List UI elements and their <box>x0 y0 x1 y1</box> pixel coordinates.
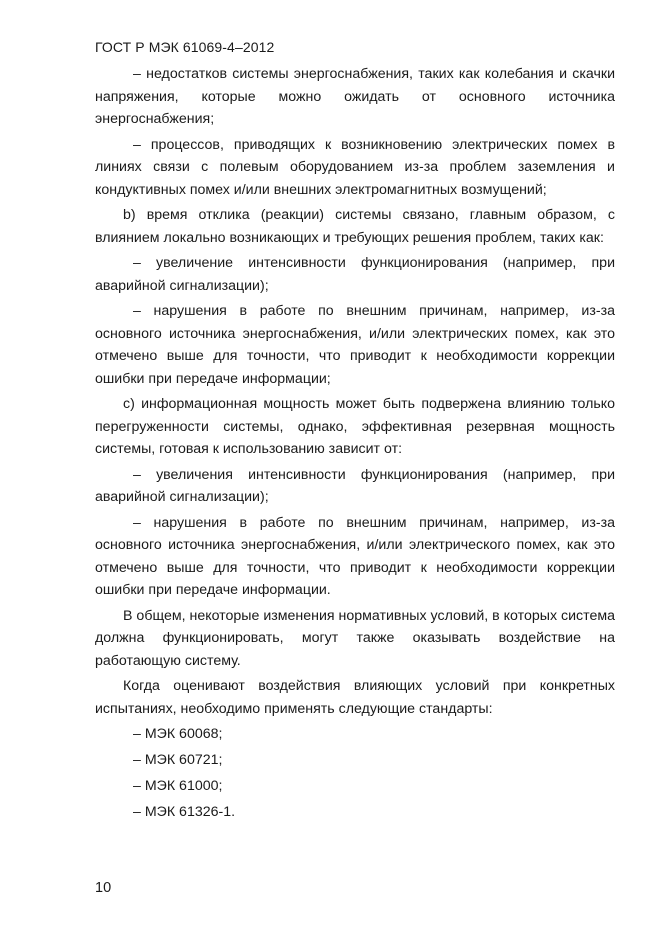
standard-item: – МЭК 61000; <box>133 778 223 794</box>
paragraph-dash-4: – нарушения в работе по внешним причинам, например, из-за основного источника энергоснабжения, и/или электрических помех, как это отмечено выше для точности, что приводит к необходимости коррекции ошибки при передаче информации; <box>95 303 615 387</box>
standards-list <box>95 723 615 824</box>
document-header: ГОСТ Р МЭК 61069-4–2012 <box>95 39 275 55</box>
paragraph-dash-5: – увеличения интенсивности функционирования (например, при аварийной сигнализации); <box>95 466 615 505</box>
paragraph-dash-2: – процессов, приводящих к возникновению электрических помех в линиях связи с полевым оборудованием из-за проблем заземления и кондуктивных помех и/или внешних электромагнитных возмущений; <box>95 136 615 198</box>
standard-item: – МЭК 60721; <box>133 752 223 768</box>
paragraph-general: В общем, некоторые изменения нормативных условий, в которых система должна функционировать, могут также оказывать воздействие на работающую систему. <box>95 607 615 669</box>
standard-item: – МЭК 60068; <box>133 726 223 742</box>
paragraph-standards-intro: Когда оценивают воздействия влияющих условий при конкретных испытаниях, необходимо применять следующие стандарты: <box>95 678 615 717</box>
page-number: 10 <box>95 880 112 896</box>
paragraph-dash-3: – увеличение интенсивности функционирования (например, при аварийной сигнализации); <box>95 255 615 294</box>
paragraph-dash-1: – недостатков системы энергоснабжения, таких как колебания и скачки напряжения, которые можно ожидать от основного источника энергоснабжения; <box>95 66 615 127</box>
paragraph-item-c: c) информационная мощность может быть подвержена влиянию только перегруженности системы, однако, эффективная резервная мощность системы, готовая к использованию зависит от: <box>95 396 615 457</box>
document-body <box>95 63 615 827</box>
paragraph-item-b: b) время отклика (реакции) системы связано, главным образом, с влиянием локально возникающих и требующих решения проблем, таких как: <box>95 207 615 246</box>
standard-item: – МЭК 61326-1. <box>133 804 236 820</box>
paragraph-dash-6: – нарушения в работе по внешним причинам, например, из-за основного источника энергоснабжения, и/или электрического помех, как это отмечено выше для точности, что приводит к необходимости коррекции ошибки при передаче информации. <box>95 514 615 598</box>
